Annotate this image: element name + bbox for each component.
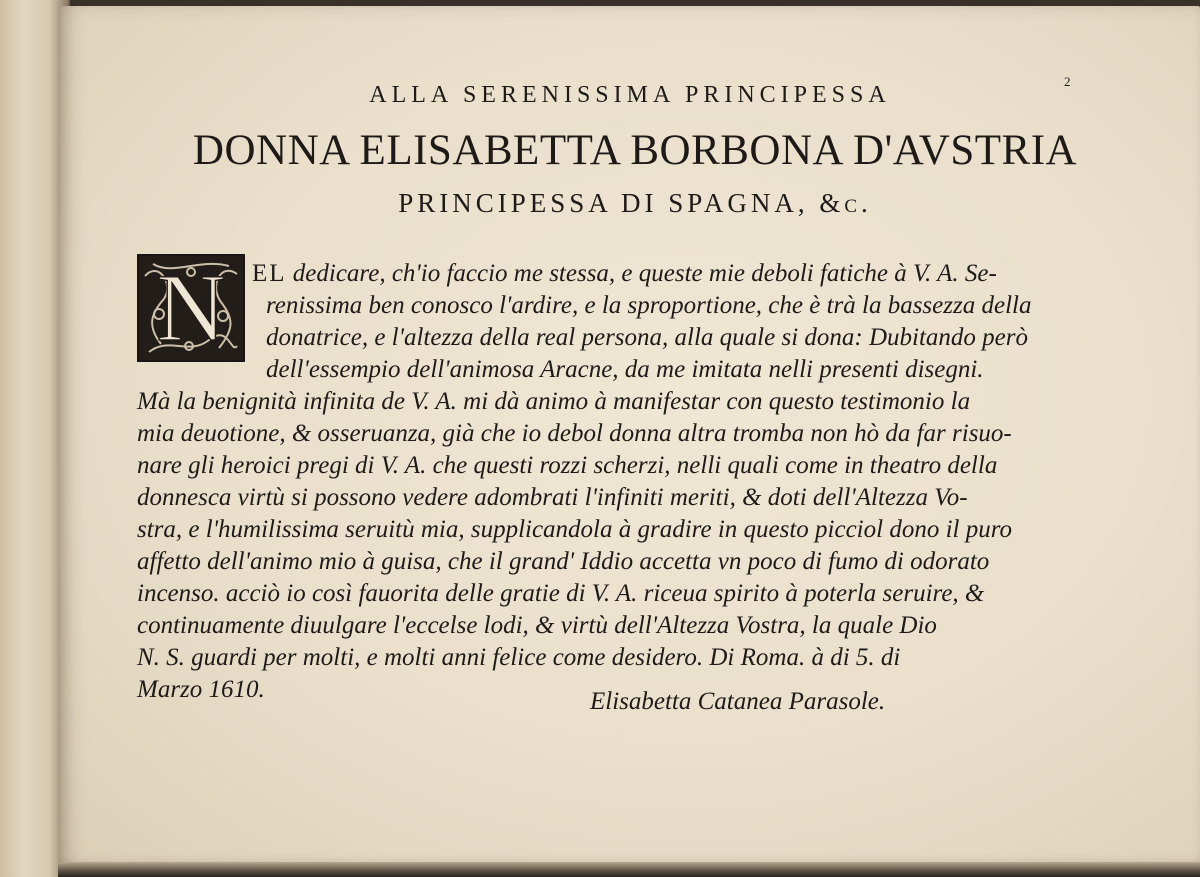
dedication-heading-line-3: PRINCIPESSA DI SPAGNA, &c. [398,188,872,218]
body-line-5: Mà la benignità infinita de V. A. mi dà animo à manifestar con questo testimonio la [137,388,971,415]
body-line-7: nare gli heroici pregi di V. A. che questi rozzi scherzi, nelli quali come in theatro della [137,452,998,479]
page-bottom-edge [58,862,1200,877]
dedication-heading-line-1: ALLA SERENISSIMA PRINCIPESSA [369,82,891,108]
body-line-10: affetto dell'animo mio à guisa, che il grand' Iddio accetta vn poco di fumo di odorato [137,548,990,575]
body-line-13: N. S. guardi per molti, e molti anni felice come desidero. Di Roma. à di 5. di [137,644,901,671]
signature: Elisabetta Catanea Parasole. [590,688,886,715]
ornamental-initial [137,254,245,362]
body-line-14: Marzo 1610. [137,676,265,703]
body-line-3: donatrice, e l'altezza della real persona, alla quale si dona: Dubitando però [266,324,1028,351]
body-line-1-text: dedicare, ch'io faccio me stessa, e queste mie deboli fatiche à V. A. Se- [292,260,997,287]
folio-number: 2 [1064,74,1071,89]
initial-letter: N [156,254,226,361]
body-line-6: mia deuotione, & osseruanza, già che io debol donna altra tromba non hò da far risuo- [137,420,1012,447]
body-line-1 [252,259,997,289]
body-line-8: donnesca virtù si possono vedere adombrati l'infiniti meriti, & doti dell'Altezza Vo- [137,484,968,511]
body-line-4: dell'essempio dell'animosa Aracne, da me imitata nelli presenti disegni. [266,356,984,383]
body-line-11: incenso. acciò io così fauorita delle gratie di V. A. riceua spirito à poterla seruire, & [137,580,985,607]
body-line-2: renissima ben conosco l'ardire, e la sproportione, che è trà la bassezza della [266,292,1032,319]
dedication-heading-line-2: DONNA ELISABETTA BORBONA D'AVSTRIA [192,127,1078,174]
body-first-word: EL [252,260,287,287]
body-line-12: continuamente diuulgare l'eccelse lodi, & virtù dell'Altezza Vostra, la quale Dio [137,612,937,639]
body-line-9: stra, e l'humilissima seruitù mia, supplicandola à gradire in questo picciol dono il puro [137,516,1013,543]
